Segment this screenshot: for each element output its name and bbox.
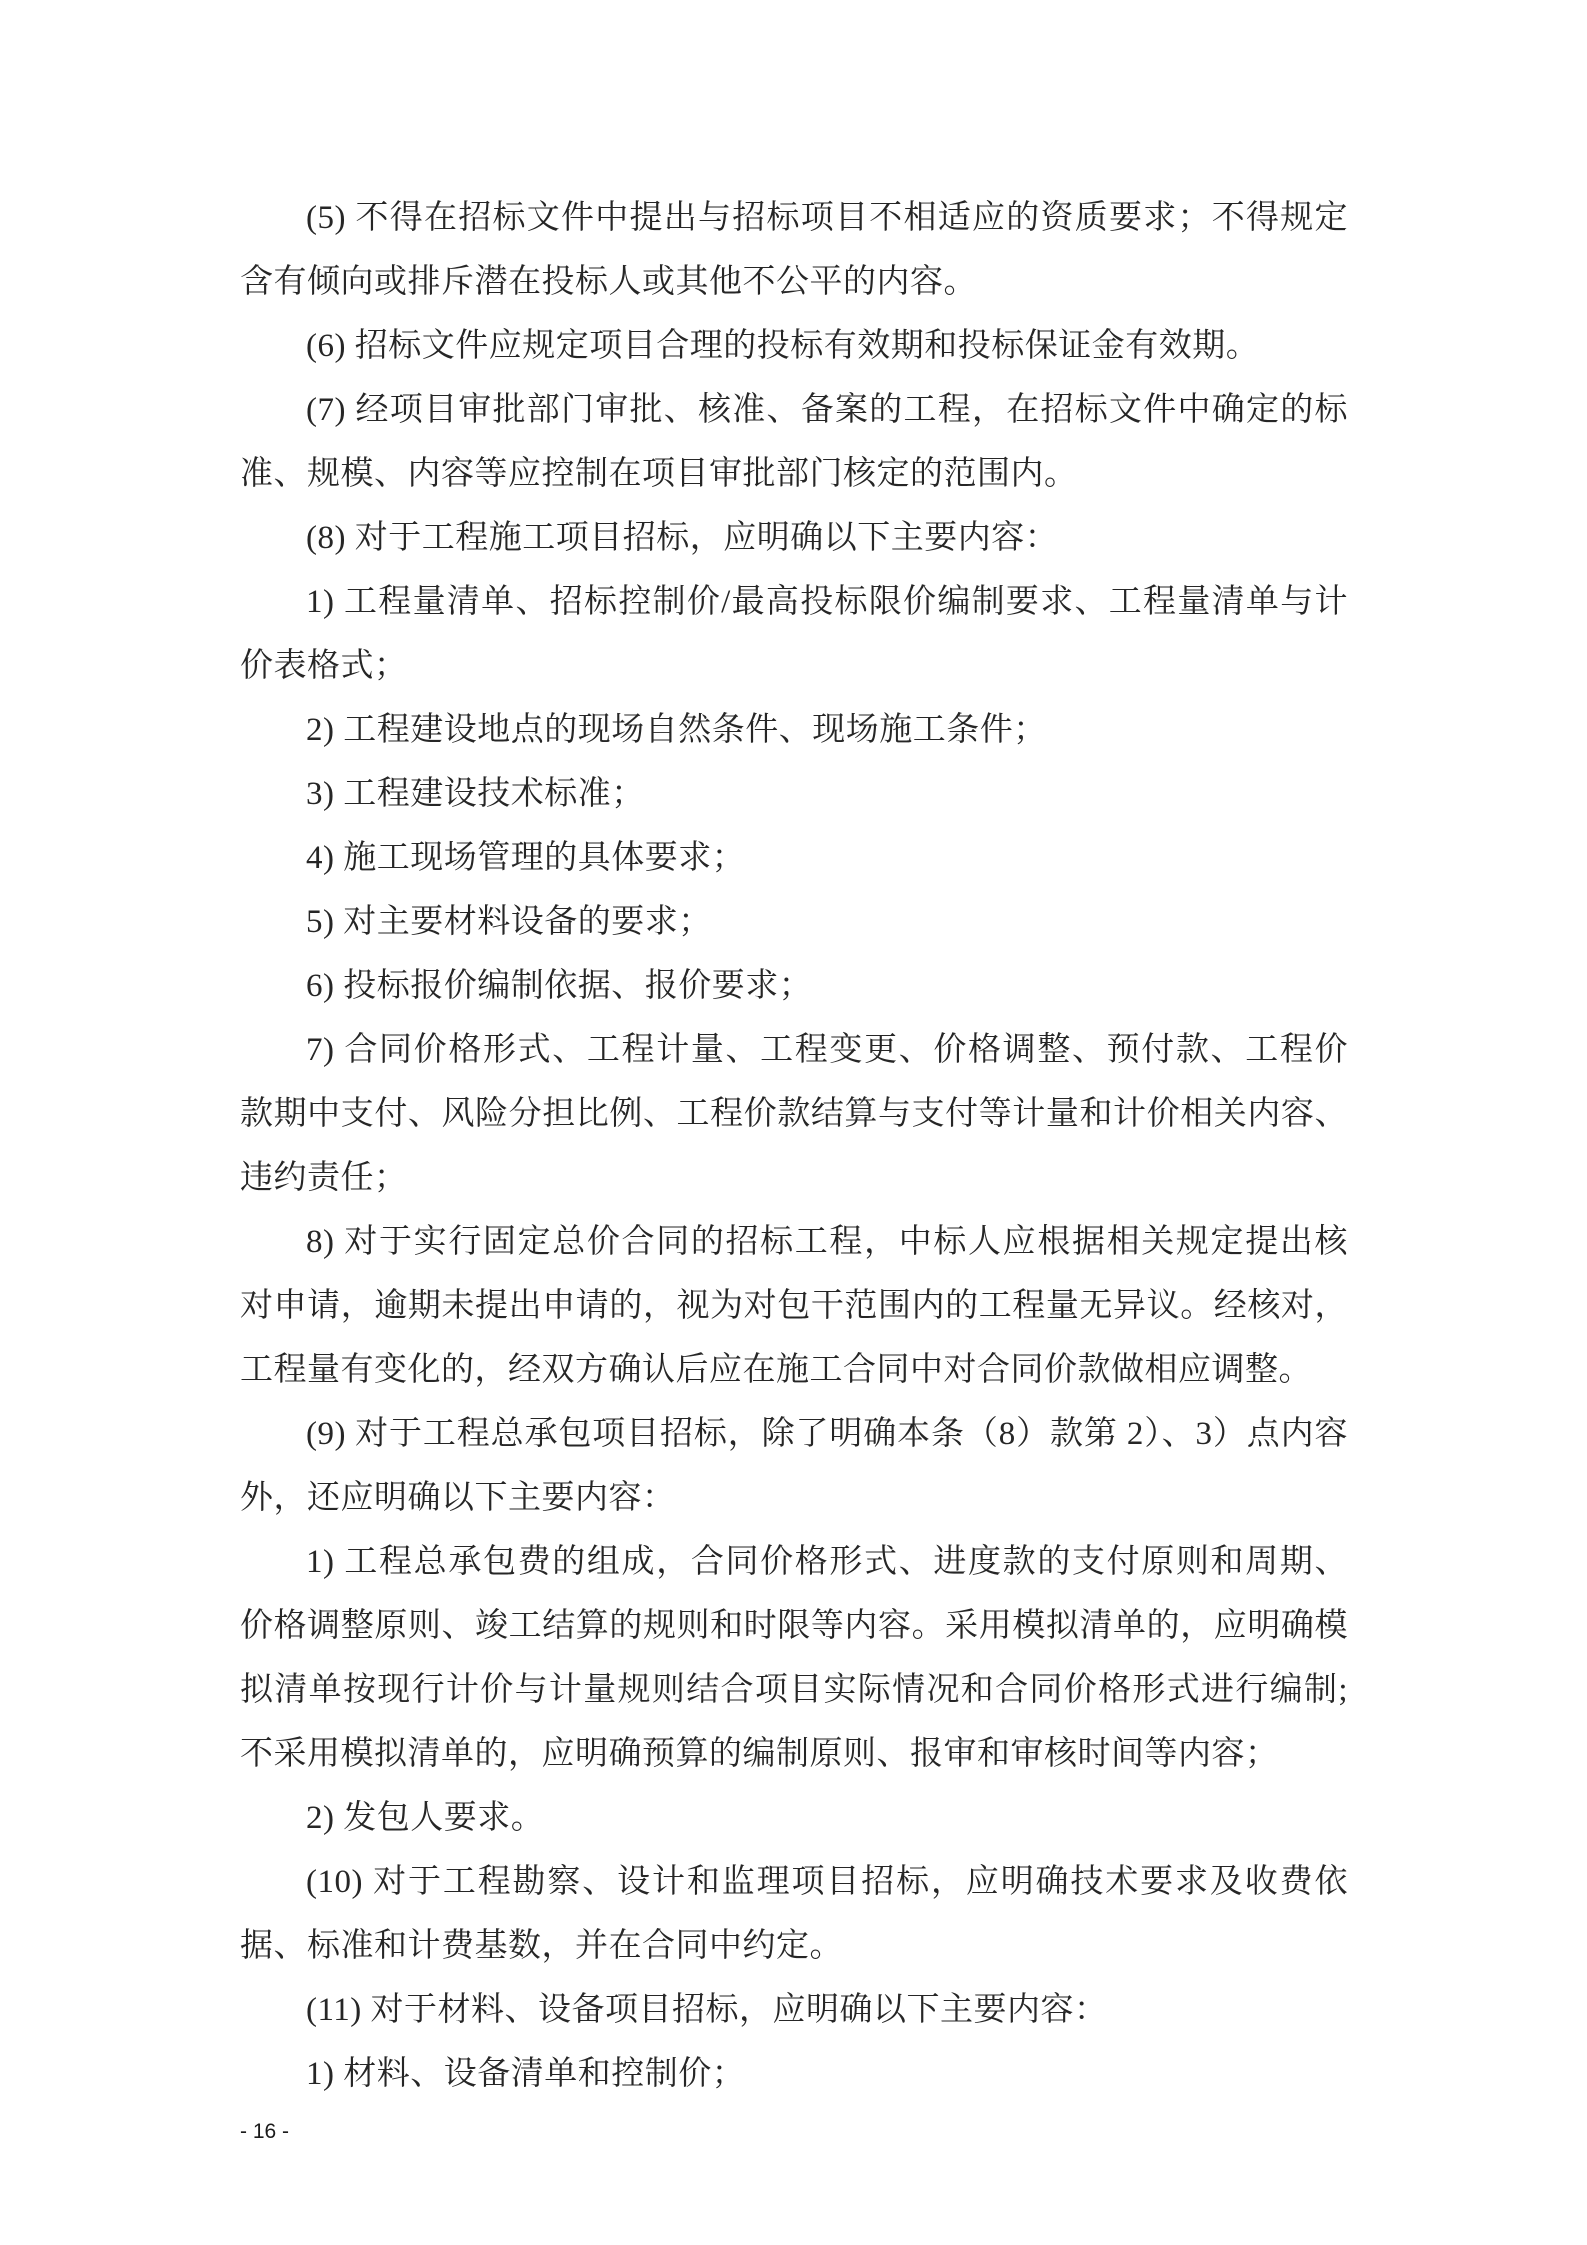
document-paragraph: 6) 投标报价编制依据、报价要求； [306, 968, 813, 1004]
document-paragraph: (11) 对于材料、设备项目招标，应明确以下主要内容： [306, 1992, 1108, 2028]
document-paragraph: (7) 经项目审批部门审批、核准、备案的工程，在招标文件中确定的标准、规模、内容等应控制在项目审批部门核定的范围内。 [240, 392, 1348, 492]
document-paragraph: 1) 工程总承包费的组成，合同价格形式、进度款的支付原则和周期、价格调整原则、竣工结算的规则和时限等内容。采用模拟清单的，应明确模拟清单按现行计价与计量规则结合项目实际情况和合同价格形式进行编制;不采用模拟清单的，应明确预算的编制原则、报审和审核时间等内容； [240, 1544, 1348, 1772]
document-paragraph: 2) 工程建设地点的现场自然条件、现场施工条件； [306, 712, 1047, 748]
document-paragraph: 3) 工程建设技术标准； [306, 776, 645, 812]
document-paragraph: (9) 对于工程总承包项目招标，除了明确本条（8）款第 2）、3）点内容外，还应明确以下主要内容： [240, 1416, 1348, 1516]
document-paragraph: 2) 发包人要求。 [306, 1800, 545, 1836]
document-paragraph: 1) 工程量清单、招标控制价/最高投标限价编制要求、工程量清单与计价表格式； [240, 584, 1348, 684]
document-paragraph: 8) 对于实行固定总价合同的招标工程，中标人应根据相关规定提出核对申请，逾期未提出申请的，视为对包干范围内的工程量无异议。经核对，工程量有变化的，经双方确认后应在施工合同中对合同价款做相应调整。 [240, 1224, 1348, 1388]
document-paragraph: (5) 不得在招标文件中提出与招标项目不相适应的资质要求；不得规定含有倾向或排斥潜在投标人或其他不公平的内容。 [240, 200, 1348, 300]
document-paragraph: 4) 施工现场管理的具体要求； [306, 840, 746, 876]
document-paragraph: (10) 对于工程勘察、设计和监理项目招标，应明确技术要求及收费依据、标准和计费基数，并在合同中约定。 [240, 1864, 1348, 1964]
document-paragraph: 5) 对主要材料设备的要求； [306, 904, 712, 940]
document-paragraph: 1) 材料、设备清单和控制价； [306, 2056, 746, 2092]
document-paragraph: 7) 合同价格形式、工程计量、工程变更、价格调整、预付款、工程价款期中支付、风险分担比例、工程价款结算与支付等计量和计价相关内容、违约责任； [240, 1032, 1348, 1196]
document-paragraph: (6) 招标文件应规定项目合理的投标有效期和投标保证金有效期。 [306, 328, 1260, 364]
page-number: - 16 - [240, 2120, 290, 2143]
document-paragraph: (8) 对于工程施工项目招标，应明确以下主要内容： [306, 520, 1059, 556]
document-body [240, 186, 1348, 2106]
